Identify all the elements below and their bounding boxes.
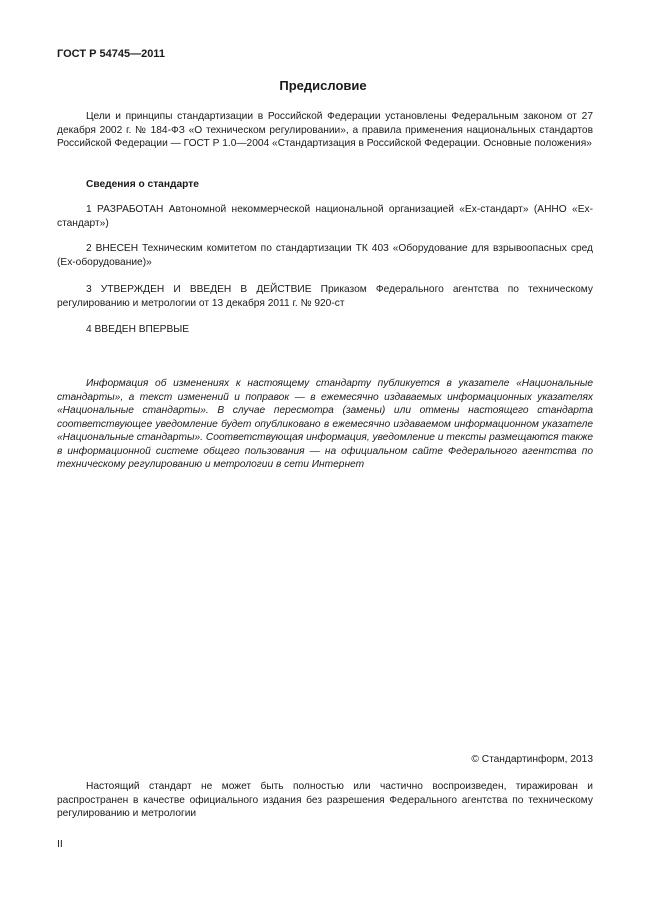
- item-first-introduced: 4 ВВЕДЕН ВПЕРВЫЕ: [86, 324, 190, 335]
- info-notice-paragraph: Информация об изменениях к настоящему стандарту публикуется в указателе «Национальные стандарты», а текст изменений и поправок — в ежемесячно издаваемых информационных указателях «Национальные стандарты». В случае пересмотра (замены) или отмены настоящего стандарта соответствующее уведомление будет опубликовано в ежемесячно издаваемом информационном указателе «Национальные стандарты». Соответствующая информация, уведомление и тексты размещаются также в информационной системе общего пользования — на официальном сайте Федерального агентства по техническому регулированию и метрологии в сети Интернет: [57, 378, 593, 470]
- item-approved: 3 УТВЕРЖДЕН И ВВЕДЕН В ДЕЙСТВИЕ Приказом Федерального агентства по техническому регулированию и метрологии от 13 декабря 2011 г. № 920-ст: [57, 284, 593, 309]
- preface-paragraph: Цели и принципы стандартизации в Российской Федерации установлены Федеральным законом от 27 декабря 2002 г. № 184-ФЗ «О техническом регулировании», а правила применения национальных стандартов Российской Федерации — ГОСТ Р 1.0—2004 «Стандартизация в Российской Федерации. Основные положения»: [57, 111, 593, 149]
- page-number: II: [57, 838, 63, 850]
- item-developed: 1 РАЗРАБОТАН Автономной некоммерческой национальной организацией «Ех-стандарт» (АННО «Ех-стандарт»): [57, 204, 593, 229]
- standard-code: ГОСТ Р 54745—2011: [57, 48, 165, 60]
- item-submitted: 2 ВНЕСЕН Техническим комитетом по стандартизации ТК 403 «Оборудование для взрывоопасных сред (Ех-оборудование)»: [57, 243, 593, 268]
- page-title: Предисловие: [279, 78, 367, 93]
- copyright: © Стандартинформ, 2013: [471, 754, 593, 765]
- reproduction-notice: Настоящий стандарт не может быть полностью или частично воспроизведен, тиражирован и распространен в качестве официального издания без разрешения Федерального агентства по техническому регулированию и метрологии: [57, 781, 593, 819]
- info-heading: Сведения о стандарте: [86, 179, 199, 190]
